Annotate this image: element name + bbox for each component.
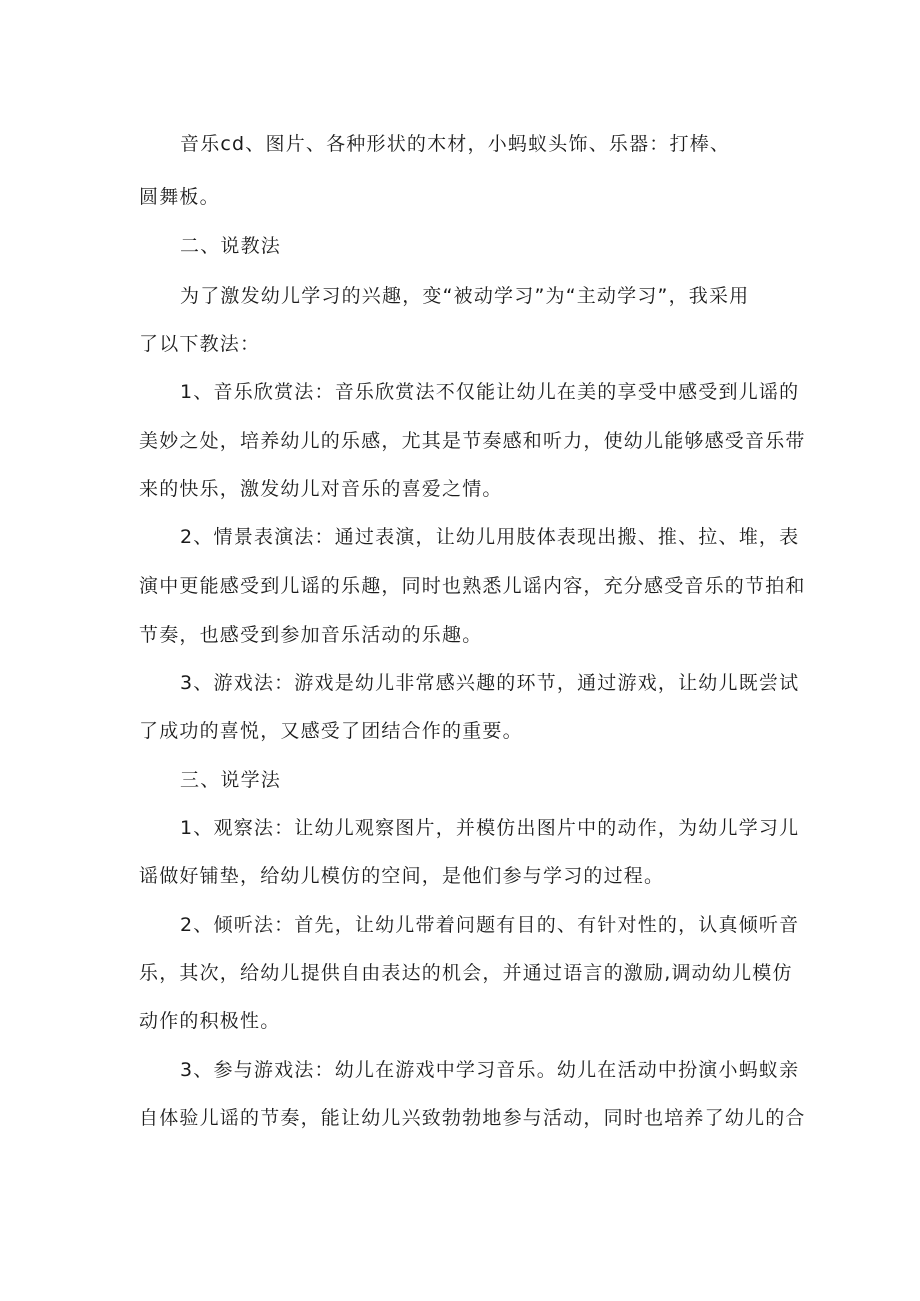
text-line: 谣做好铺垫，给幼儿模仿的空间，是他们参与学习的过程。 xyxy=(139,865,665,887)
text-line: 2、倾听法：首先，让幼儿带着问题有目的、有针对性的，认真倾听音 xyxy=(180,914,800,936)
text-line: 3、游戏法：游戏是幼儿非常感兴趣的环节，通过游戏，让幼儿既尝试 xyxy=(180,672,800,694)
section-heading: 二、说教法 xyxy=(180,235,282,257)
text-line: 自体验儿谣的节奏，能让幼儿兴致勃勃地参与活动，同时也培养了幼儿的合 xyxy=(139,1107,806,1129)
text-line: 圆舞板。 xyxy=(139,186,220,208)
section-heading: 三、说学法 xyxy=(180,769,282,791)
text-line: 动作的积极性。 xyxy=(139,1010,281,1032)
text-line: 1、音乐欣赏法：音乐欣赏法不仅能让幼儿在美的享受中感受到儿谣的 xyxy=(180,381,800,403)
text-line: 节奏，也感受到参加音乐活动的乐趣。 xyxy=(139,624,483,646)
text-line: 1、观察法：让幼儿观察图片，并模仿出图片中的动作，为幼儿学习儿 xyxy=(180,817,800,839)
text-line: 了以下教法： xyxy=(139,333,261,355)
text-line: 演中更能感受到儿谣的乐趣，同时也熟悉儿谣内容，充分感受音乐的节拍和 xyxy=(139,575,806,597)
text-line: 了成功的喜悦，又感受了团结合作的重要。 xyxy=(139,720,523,742)
text-line: 3、参与游戏法：幼儿在游戏中学习音乐。幼儿在活动中扮演小蚂蚁亲 xyxy=(180,1059,800,1081)
text-line: 为了激发幼儿学习的兴趣，变“被动学习”为“主动学习”，我采用 xyxy=(180,285,750,307)
text-line: 音乐cd、图片、各种形状的木材，小蚂蚁头饰、乐器：打棒、 xyxy=(180,133,731,155)
text-line: 美妙之处，培养幼儿的乐感，尤其是节奏感和听力，使幼儿能够感受音乐带 xyxy=(139,430,806,452)
text-line: 乐，其次，给幼儿提供自由表达的机会，并通过语言的激励,调动幼儿模仿 xyxy=(139,962,793,984)
text-line: 2、情景表演法：通过表演，让幼儿用肢体表现出搬、推、拉、堆，表 xyxy=(180,526,800,548)
text-line: 来的快乐，激发幼儿对音乐的喜爱之情。 xyxy=(139,478,503,500)
